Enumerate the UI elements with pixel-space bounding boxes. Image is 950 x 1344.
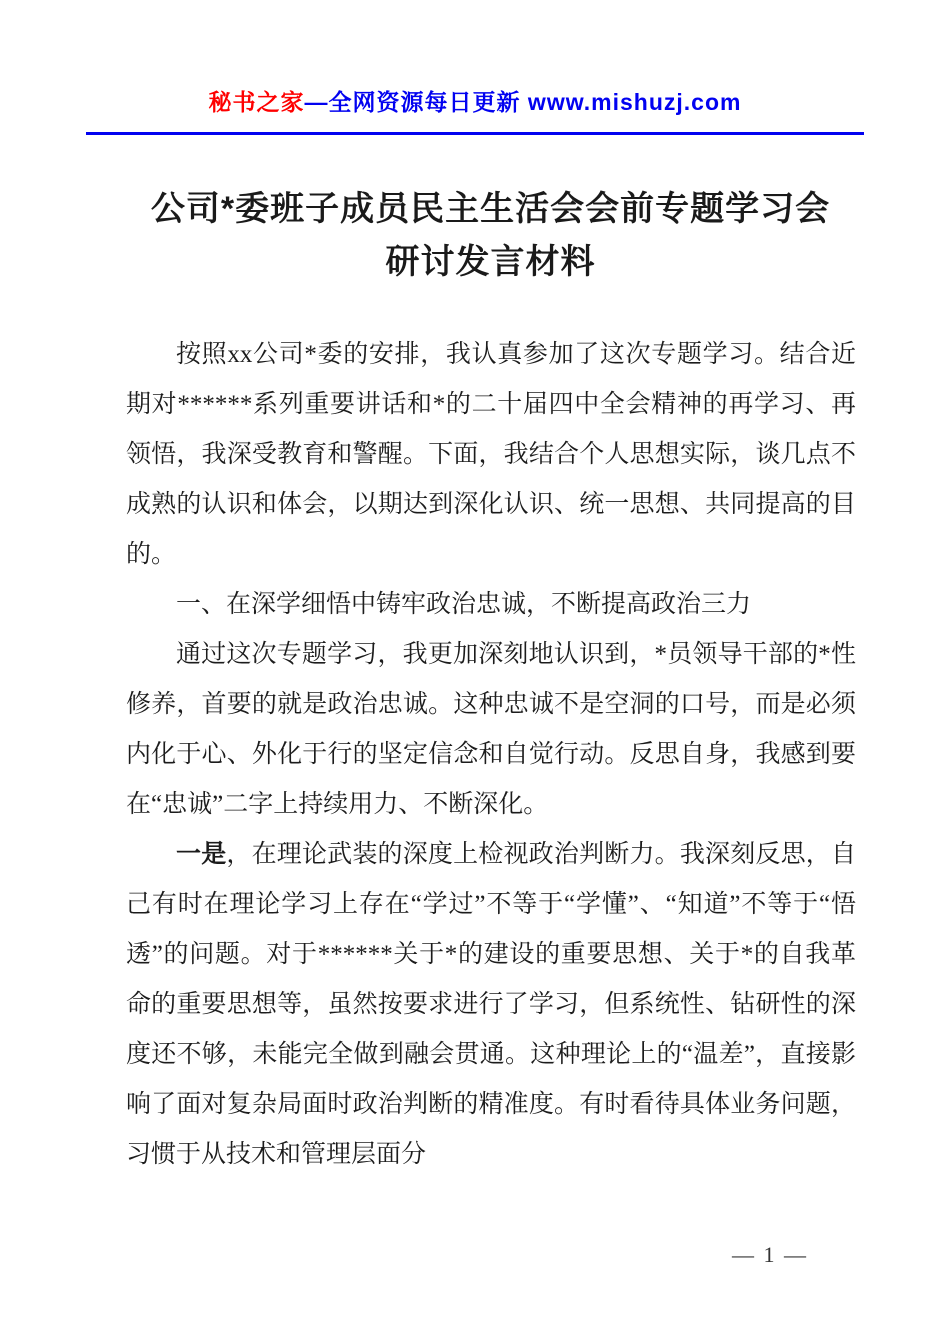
paragraph-intro: 按照xx公司*委的安排，我认真参加了这次专题学习。结合近期对******系列重要讲话和*的二十届四中全会精神的再学习、再领悟，我深受教育和警醒。下面，我结合个人思想实际，谈几点不成熟的认识和体会，以期达到深化认识、统一思想、共同提高的目的。 <box>126 341 856 569</box>
page-number: — 1 — <box>732 1242 808 1267</box>
site-header <box>86 84 864 135</box>
document-body <box>126 330 856 1180</box>
paragraph-lead: 一是 <box>176 841 227 869</box>
paragraph-lead-text: ，在理论武装的深度上检视政治判断力。我深刻反思，自己有时在理论学习上存在“学过”不等于“学懂”、“知道”不等于“悟透”的问题。对于******关于*的建设的重要思想、关于*的自我革命的重要思想等，虽然按要求进行了学习，但系统性、钻研性的深度还不够，未能完全做到融会贯通。这种理论上的“温差”，直接影响了面对复杂局面时政治判断的精准度。有时看待具体业务问题，习惯于从技术和管理层面分 <box>126 841 856 1169</box>
paragraph-body: 通过这次专题学习，我更加深刻地认识到，*员领导干部的*性修养，首要的就是政治忠诚。这种忠诚不是空洞的口号，而是必须内化于心、外化于行的坚定信念和自觉行动。反思自身，我感到要在“忠诚”二字上持续用力、不断深化。 <box>126 641 856 819</box>
title-line-2: 研讨发言材料 <box>385 242 596 281</box>
site-name: 秘书之家 <box>208 89 305 115</box>
site-tagline: —全网资源每日更新 www.mishuzj.com <box>304 89 742 115</box>
paragraph-point-one <box>126 830 856 1180</box>
title-line-1: 公司*委班子成员民主生活会会前专题学习会 <box>150 190 831 228</box>
document-title <box>126 183 855 288</box>
section-heading: 一、在深学细悟中铸牢政治忠诚，不断提高政治三力 <box>176 591 752 619</box>
